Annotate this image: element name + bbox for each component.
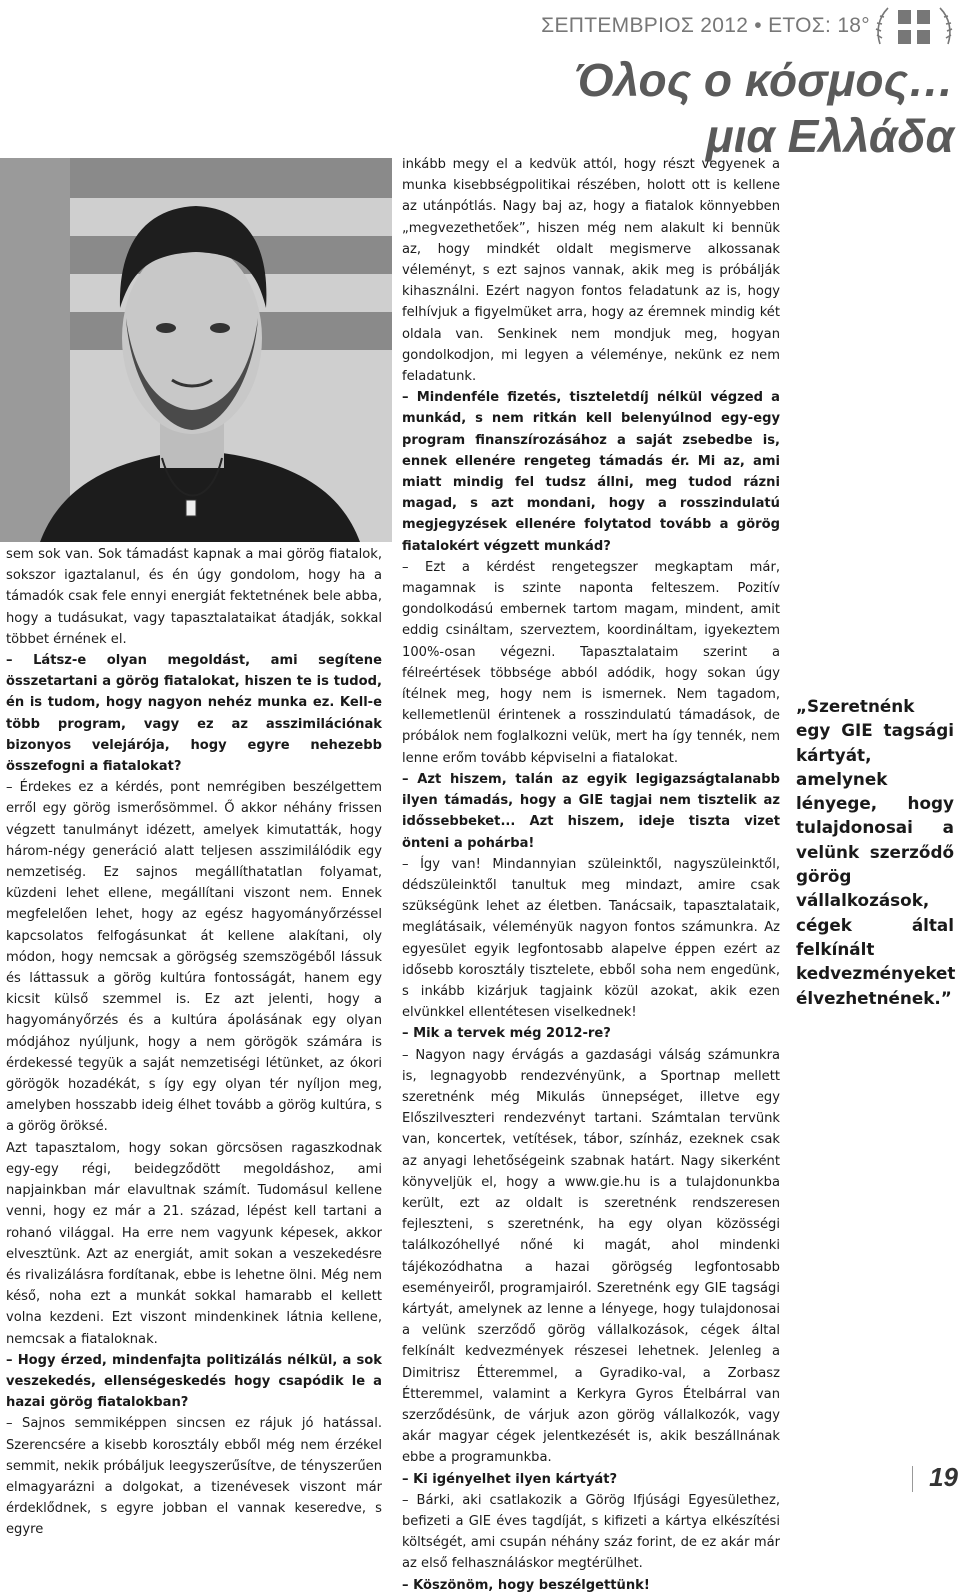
article-column-left [6,544,382,1541]
article-paragraph: – Nagyon nagy érvágás a gazdasági válság számunkra is, legnagyobb rendezvényünk, a Sportnap mellett szeretnénk még Mikulás ünnepséget, illetve egy Előszilveszteri rendezvényt tartani. Számtalan tervünk van, koncertek, vetítések, tábor, színház, ezeknek csak az anyagi lehetőségeink szabnak határt. Nagy sikerként könyveljük el, hogy a www.gie.hu is a tulajdonunkba került, ezt az oldalt is szeretnénk rendszeresen fejleszteni, s szeretnénk, ha egy olyan közösségi találkozóhellyé nőné ki magát, ahol mindenki tájékozódhatna a hazai görögség legfontosabb eseményeiről, programjairól. Szeretnénk egy GIE tagsági kártyát, amelynek az lenne a lényege, hogy tulajdonosai a velünk szerződő görög vállalkozások, cégek által felkínált kedvezmények részesei lehetnek. Jelenleg a Dimitrisz Étteremmel, a Gyradiko-val, a Zorbasz Étteremmel, valamint a Kerkyra Gyros Ételbárral van szerződésünk, de várjuk azon görög vállalkozók, vagy akár magyar cégek jelentkezését is, akik beszállnának ebbe a programunkba. [402,1047,780,1466]
article-paragraph: – Ezt a kérdést rengetegszer megkaptam már, magamnak is szinte naponta felteszem. Pozitív gondolkodású embernek tartom magam, mindent, amit eddig csináltam, szerveztem, koordináltam, igyekeztem 100%-osan végezni. Tapasztalataim szerint a félreértések többsége abból adódik, hogy sokan úgy ítélnek meg, hogy nem is ismernek. Nem tagadom, kellemetlenül érintenek a rosszindulatú támadások, de próbálok nem foglalkozni velük, mert ha így tennék, nem lenne erőm tovább képviselni a fiatalokat. [402,559,780,766]
interview-question: – Köszönöm, hogy beszélgettünk! [402,1577,650,1593]
interview-question: – Látsz-e olyan megoldást, ami segítene összetartani a görög fiatalokat, hiszen te is tudod, én is tudom, hogy nagyon nehéz munka ez. Kell-e több program, vagy ez az asszimilációnak bizonyos velejárója, hogy egyre nehezebb összefogni a fiatalokat? [6,653,382,775]
interview-question: – Mindenféle fizetés, tiszteletdíj nélkül végzed a munkád, s nem ritkán kell belenyúlnod egy-egy program finanszírozásához a saját zsebedbe is, ennek ellenére rengeteg támadás ér. Mi az, ami miatt mindig fel tudsz állni, meg tudod rázni magad, s azt mondani, hogy a rosszindulatú megjegyzések ellenére folytatod tovább a görög fiatalokért végzett munkád? [402,390,780,554]
article-paragraph: sem sok van. Sok támadást kapnak a mai görög fiatalok, sokszor igaztalanul, és én úgy gondolom, hogy ha a támadók csak fele ennyi energiát fektetnének bele abba, hogy a tudásukat, vagy tapasztalataikat átadják, sokkal többet érnének el. [6,547,382,647]
greek-emblem-icon [874,4,954,52]
interview-question: – Mik a tervek még 2012-re? [402,1026,611,1042]
article-paragraph: Azt tapasztalom, hogy sokan görcsösen ragaszkodnak egy-egy régi, beidegződött megoldáshoz, ami napjainkban már elavultnak számít. Tudomásul kellene venni, hogy ez már a 21. század, lépést kell tartani a rohanó világgal. Ha erre nem vagyunk képesek, akkor elvesztünk. Azt az energiát, amit sokan a veszekedésre és rivalizálásra fordítanak, ebbe is lehetne ölni. Még nem késő, noha ezt a munkát sokkal hamarabb el kellett volna kezdeni. Ezt viszont mindenkinek látnia kellene, nemcsak a fiataloknak. [6,1140,382,1347]
article-paragraph: – Így van! Mindannyian szüleinktől, nagyszüleinktől, dédszüleinktől tanultuk meg mindazt, amire csak szükségünk lehet az életben. Tanácsaik, tapasztalataik, meglátásaik, véleményük nagyon fontos számunkra. Az egyesület egyik legfontosabb alapelve éppen ezért az idősebb korosztály tisztelete, ebből soha nem engedünk, s inkább kizárjuk tagjaink közül azokat, akik ezen elvünkkel ellentétesen viselkednek! [402,856,780,1021]
issue-date: ΣΕΠΤΕΜΒΡΙΟΣ 2012 • ΕΤΟΣ: 18° [541,14,870,37]
pull-quote: „Szeretnénk egy GIE tagsági kártyát, amelynek lényege, hogy tulajdonosai a velünk szerződő görög vállalkozások, cégek által felkínált kedvezményeket élvezhetnének.” [796,696,956,1008]
page-number: 19 [929,1462,958,1492]
portrait-photo [0,158,392,542]
article-column-middle [402,154,780,1596]
page-number-divider [912,1466,913,1492]
interview-question: – Azt hiszem, talán az egyik legigazságtalanabb ilyen támadás, hogy a GIE tagjai nem tisztelik az időssebbeket... Azt hiszem, ideje tiszta vizet önteni a pohárba! [402,771,780,851]
interview-question: – Hogy érzed, mindenfajta politizálás nélkül, a sok veszekedés, ellenségeskedés hogy csapódik le a hazai görög fiatalokban? [6,1352,382,1411]
article-paragraph: – Érdekes ez a kérdés, pont nemrégiben beszélgettem erről egy görög ismerősömmel. Ő akkor néhány frissen végzett tanulmányt idézett, amelyek kimutatták, hogy három-négy generáció alatt teljesen asszimilálódik egy nemzetiség. Ez sajnos megállíthatatlan folyamat, küzdeni lehet ellene, megállítani viszont nem. Ennek megfelelően lehet, hogy az egész hagyományőrzéssel kapcsolatos felfogásunkat át kellene alakítani, oly módon, hogy nemcsak a görögség szemszögéből lássuk és láttassuk a görög kultúra fontosságát, hanem egy kicsit külső szemmel is. Ez azt jelenti, hogy a hagyományőrzés és a kultúra ápolásának egy olyan módjához nyúljunk, hogy a nem görögök számára is érdekessé tegyük a saját nemzetiségi létünket, az ókori görögök hozadékát, s így egy olyan tér nyíljon meg, amelyben hosszabb ideig élhet tovább a görög kultúra, s a görög öröksé. [6,780,382,1135]
article-paragraph: – Sajnos semmiképpen sincsen ez rájuk jó hatással. Szerencsére a kisebb korosztály ebből még nem érzékel semmit, nekik próbáljuk leegyszerűsítve, de tényszerűen elmagyarázni a dolgokat, a tizenévesek viszont már érdeklődnek, s egyre jobban el vannak keseredve, s egyre [6,1416,382,1538]
magazine-title: Όλος ο κόσμος…μια Ελλάδα [574,54,954,162]
article-paragraph: inkább megy el a kedvük attól, hogy részt vegyenek a munka kisebbségpolitikai részében, holott ott is kellene az utánpótlás. Nagy baj az, hogy a fiatalok könnyebben „megvezethetőek”, hiszen még nem alakult ki bennük az, hogy mindkét oldalt megismerve alkossanak véleményt, s ezt sajnos vannak, akik meg is próbálják kihasználni. Ezért nagyon fontos feladatunk az is, hogy felhívjuk a figyelmüket arra, hogy az éremnek mindig két oldala van. Senkinek nem mondjuk meg, hogyan gondolkodjon, mi legyen a véleménye, nekünk ez nem feladatunk. [402,157,780,385]
article-paragraph: – Bárki, aki csatlakozik a Görög Ifjúsági Egyesülethez, befizeti a GIE éves tagdíját, s kifizeti a kártya elkészítési költségét, ami csupán néhány száz forint, de ez akár már az első felhasználáskor megtérülhet. [402,1492,780,1572]
interview-question: – Ki igényelhet ilyen kártyát? [402,1471,618,1487]
